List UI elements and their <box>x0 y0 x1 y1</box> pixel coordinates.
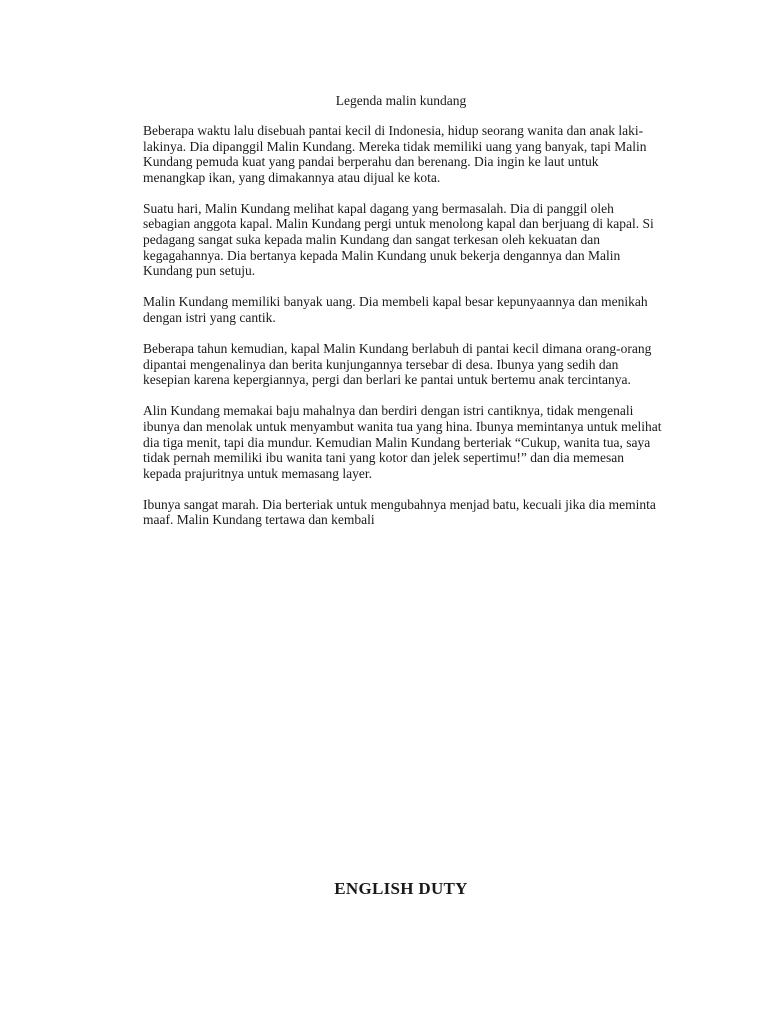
footer-heading: ENGLISH DUTY <box>334 879 468 898</box>
document-title: Legenda malin kundang <box>335 93 467 108</box>
paragraph-3: Malin Kundang memiliki banyak uang. Dia membeli kapal besar kepunyaannya dan menikah dengan istri yang cantik. <box>143 294 648 325</box>
paragraph-1: Beberapa waktu lalu disebuah pantai kecil di Indonesia, hidup seorang wanita dan anak laki-lakinya. Dia dipanggil Malin Kundang. Mereka tidak memiliki uang yang banyak, tapi Malin Kundang pemuda kuat yang pandai berperahu dan berenang. Dia ingin ke laut untuk menangkap ikan, yang dimakannya atau dijual ke kota. <box>143 123 647 185</box>
document-body <box>143 123 663 543</box>
paragraph-6: Ibunya sangat marah. Dia berteriak untuk mengubahnya menjad batu, kecuali jika dia meminta maaf. Malin Kundang tertawa dan kembali <box>143 496 656 528</box>
paragraph-4: Beberapa tahun kemudian, kapal Malin Kundang berlabuh di pantai kecil dimana orang-orang dipantai mengenalinya dan berita kunjungannya tersebar di desa. Ibunya yang sedih dan kesepian karena kepergiannya, pergi dan berlari ke pantai untuk bertemu anak tercintanya. <box>143 341 652 388</box>
paragraph-2: Suatu hari, Malin Kundang melihat kapal dagang yang bermasalah. Dia di panggil oleh sebagian anggota kapal. Malin Kundang pergi untuk menolong kapal dan berjuang di kapal. Si pedagang sangat suka kepada malin Kundang dan sangat terkesan oleh kekuatan dan kegagahannya. Dia bertanya kepada Malin Kundang unuk bekerja dengannya dan Malin Kundang pun setuju. <box>143 200 654 279</box>
paragraph-5: Alin Kundang memakai baju mahalnya dan berdiri dengan istri cantiknya, tidak mengenali ibunya dan menolak untuk menyambut wanita tua yang hina. Ibunya memintanya untuk melihat dia tiga menit, tapi dia mundur. Kemudian Malin Kundang berteriak “Cukup, wanita tua, saya tidak pernah memiliki ibu wanita tani yang kotor dan jelek sepertimu!” dan dia memesan kepada prajuritnya untuk memasang layer. <box>143 403 662 481</box>
